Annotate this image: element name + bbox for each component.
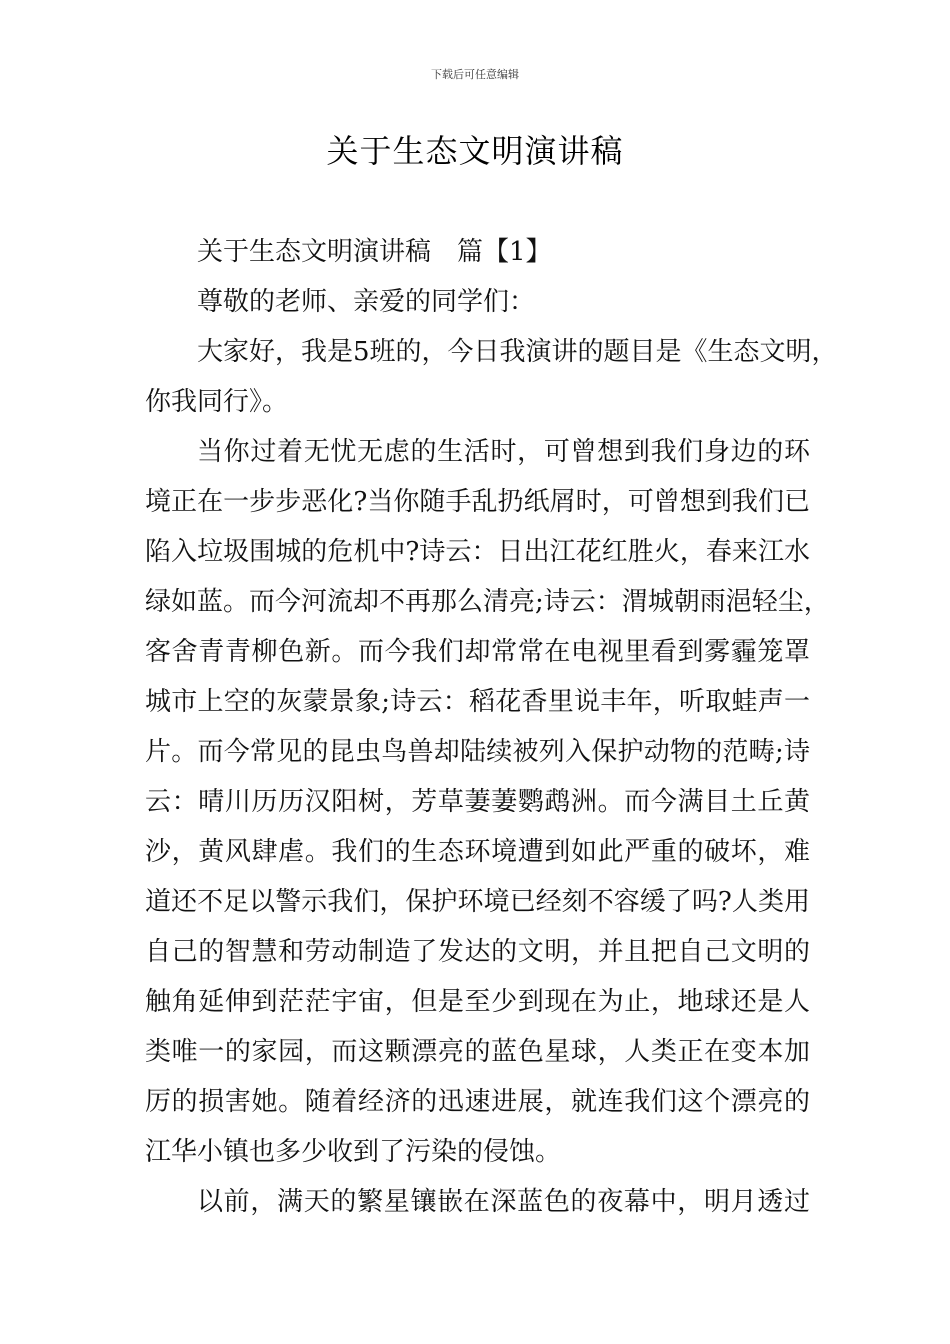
paragraph-line: 片。而今常见的昆虫鸟兽却陆续被列入保护动物的范畴;诗 [145, 737, 810, 767]
paragraph-line: 当你过着无忧无虑的生活时，可曾想到我们身边的环 [197, 437, 810, 467]
paragraph-line: 客舍青青柳色新。而今我们却常常在电视里看到雾霾笼罩 [145, 637, 810, 667]
paragraph-line: 你我同行》。 [145, 387, 289, 417]
paragraph-line: 云：晴川历历汉阳树，芳草萋萋鹦鹉洲。而今满目土丘黄 [145, 787, 810, 817]
paragraph-line: 触角延伸到茫茫宇宙，但是至少到现在为止，地球还是人 [145, 987, 810, 1017]
section-heading: 关于生态文明演讲稿 篇【1】 [197, 237, 552, 267]
paragraph-line: 自己的智慧和劳动制造了发达的文明，并且把自己文明的 [145, 937, 810, 967]
paragraph-line: 陷入垃圾围城的危机中?诗云：日出江花红胜火，春来江水 [145, 537, 810, 567]
paragraph-line: 道还不足以警示我们，保护环境已经刻不容缓了吗?人类用 [145, 887, 810, 917]
paragraph-line: 绿如蓝。而今河流却不再那么清亮;诗云：渭城朝雨浥轻尘， [145, 587, 830, 617]
paragraph-line: 大家好，我是5班的，今日我演讲的题目是《生态文明， [197, 337, 838, 367]
document-title: 关于生态文明演讲稿 [326, 132, 624, 170]
salutation-line: 尊敬的老师、亲爱的同学们： [197, 287, 536, 317]
paragraph-line: 城市上空的灰蒙景象;诗云：稻花香里说丰年，听取蛙声一 [145, 687, 810, 717]
paragraph-line: 沙，黄风肆虐。我们的生态环境遭到如此严重的破坏，难 [145, 837, 810, 867]
paragraph-line: 江华小镇也多少收到了污染的侵蚀。 [145, 1137, 562, 1167]
paragraph-line: 厉的损害她。随着经济的迅速进展，就连我们这个漂亮的 [145, 1087, 810, 1117]
paragraph-line: 类唯一的家园，而这颗漂亮的蓝色星球，人类正在变本加 [145, 1037, 810, 1067]
paragraph-line: 以前，满天的繁星镶嵌在深蓝色的夜幕中，明月透过 [197, 1187, 810, 1217]
document-body [145, 227, 838, 1227]
paragraph-line: 境正在一步步恶化?当你随手乱扔纸屑时，可曾想到我们已 [145, 487, 810, 517]
page-header-note: 下载后可任意编辑 [431, 68, 519, 81]
